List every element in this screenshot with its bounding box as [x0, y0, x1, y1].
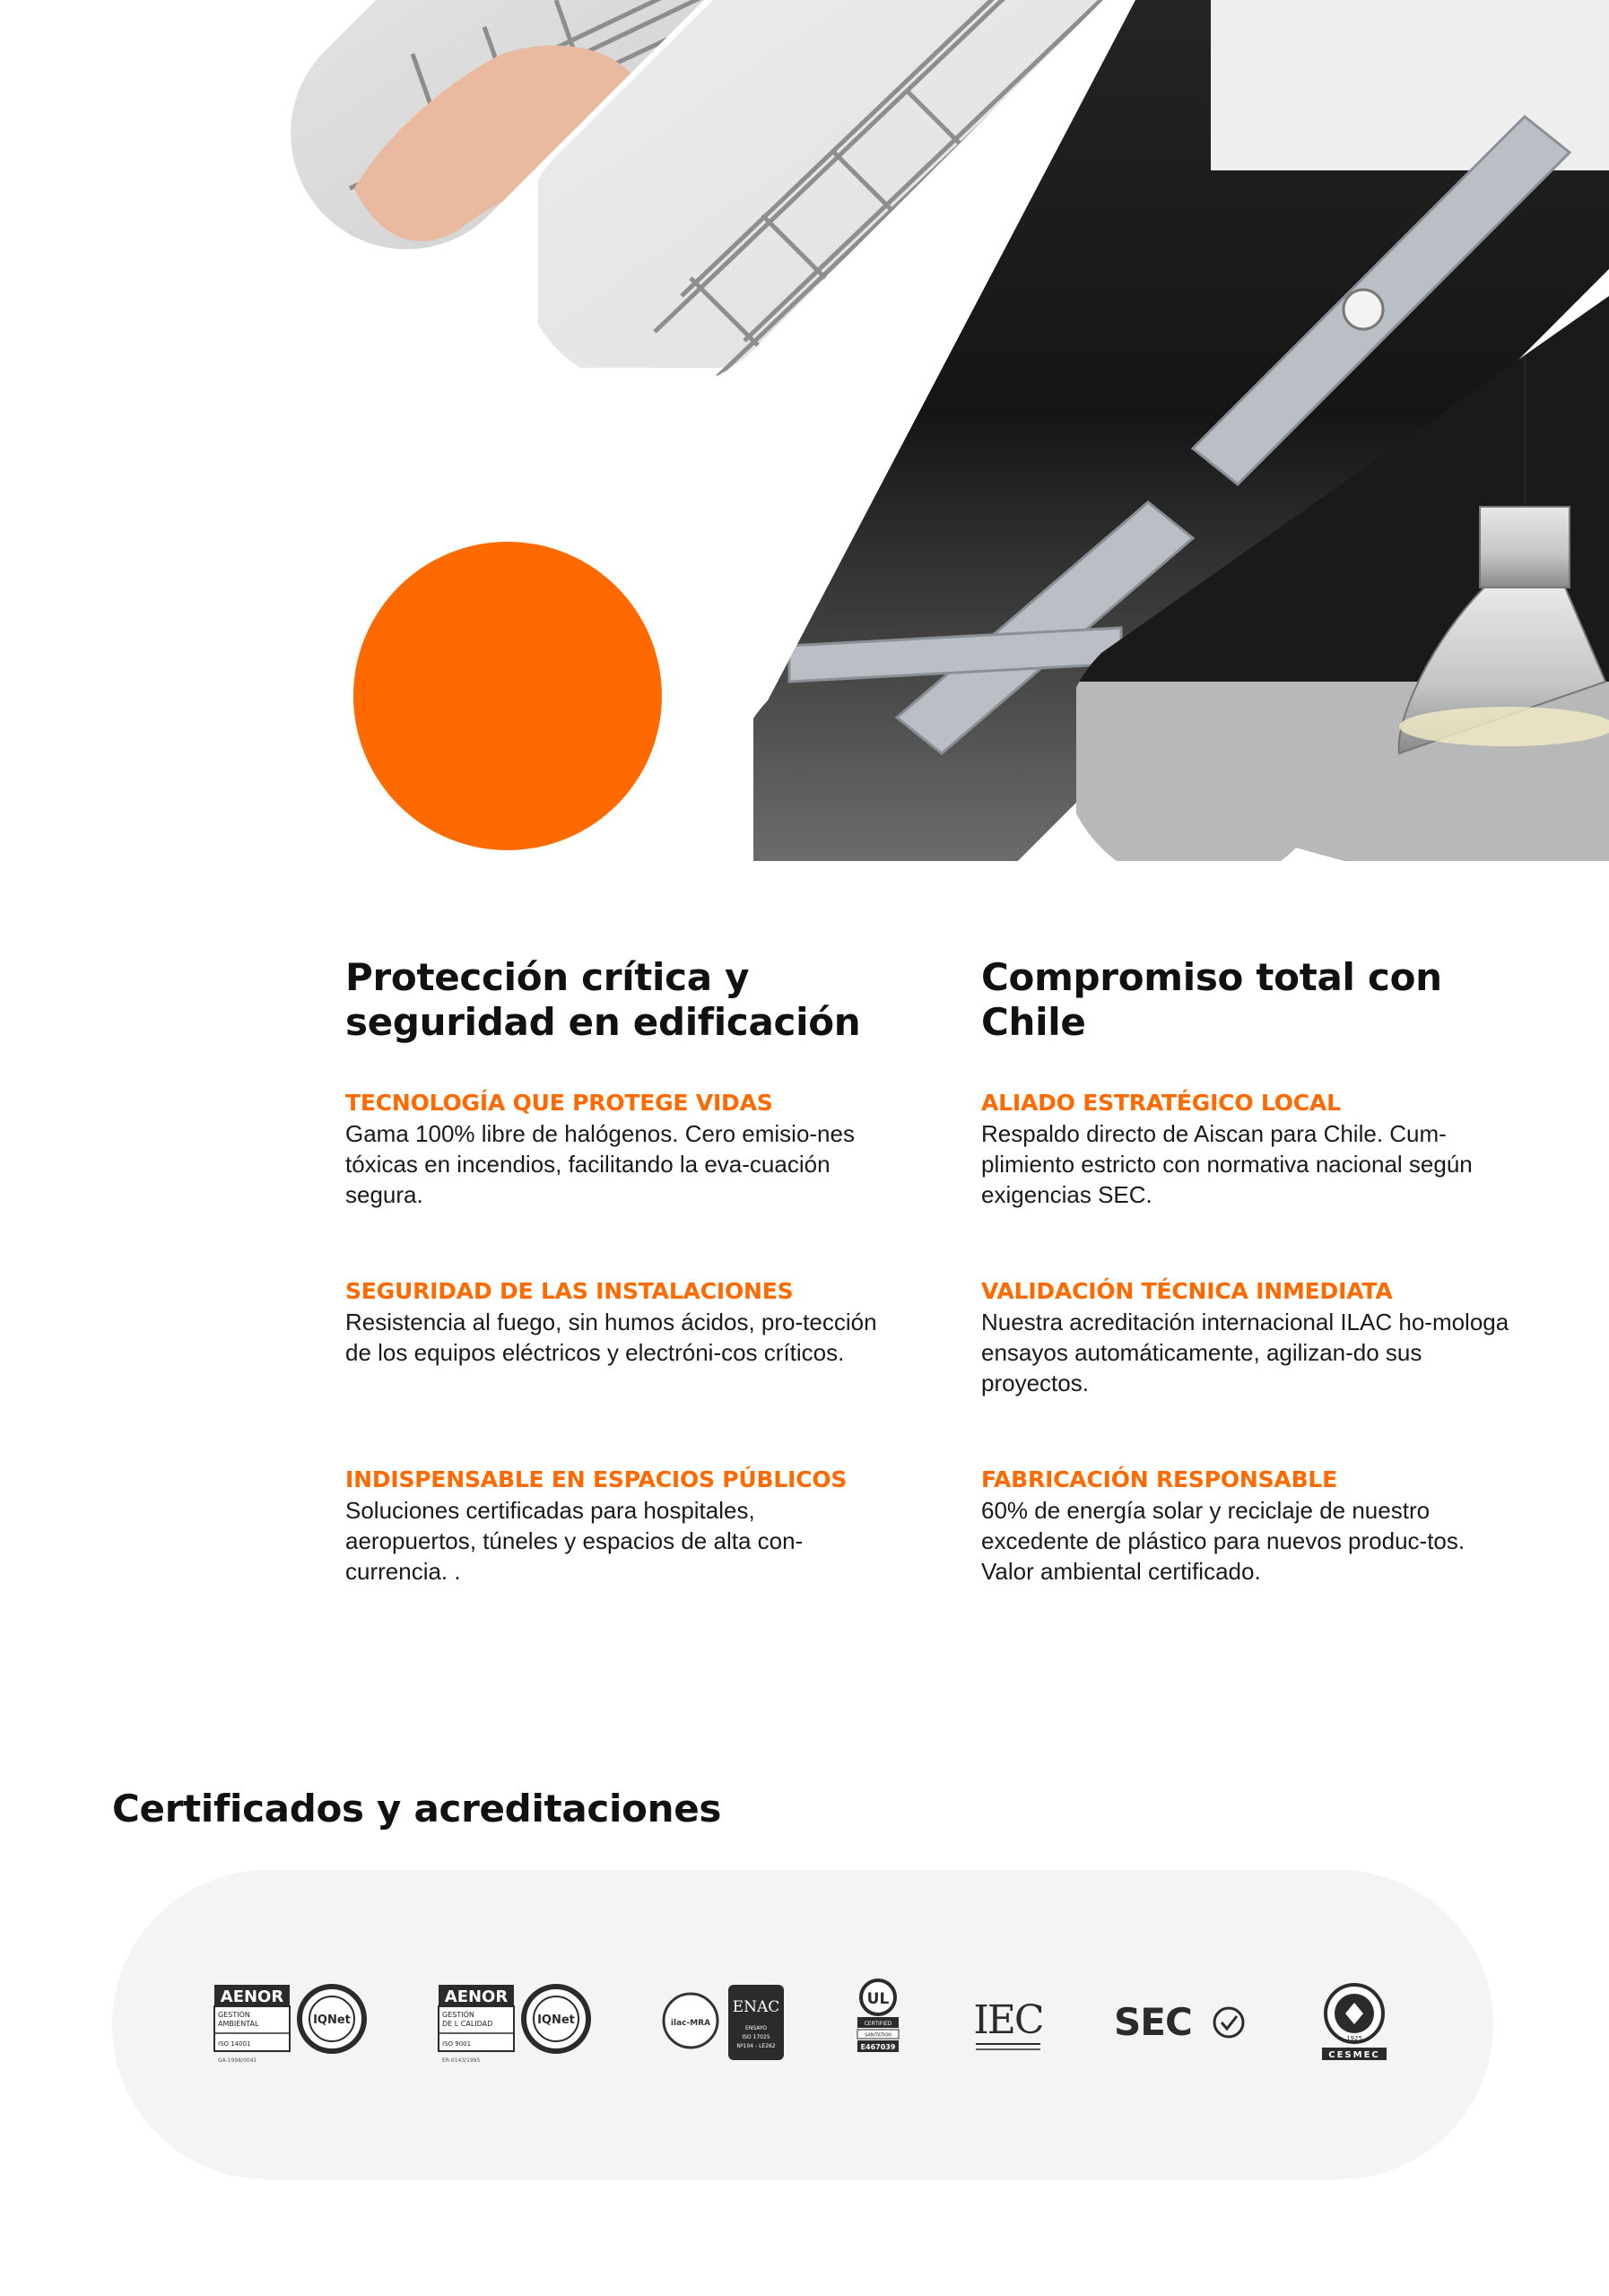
orange-accent-circle [353, 542, 662, 850]
feature-item [981, 1465, 1519, 1653]
ilac-mark: ilac-MRA [670, 2019, 711, 2028]
aenor-line2: DE L CALIDAD [442, 2020, 493, 2028]
ul-category: SANITATION [865, 2032, 891, 2039]
aenor-brand: AENOR [444, 1987, 509, 2006]
feature-item [981, 1088, 1519, 1276]
feature-text: Soluciones certificadas para hospitales, aeropuertos, túneles y espacios de alta con-currencia. . [345, 1497, 804, 1585]
ul-certified-logo [854, 1978, 902, 2067]
feature-item [345, 1465, 883, 1653]
aenor-code: GA-1998/0041 [218, 2057, 257, 2064]
sec-mark: SEC [1114, 2000, 1192, 2044]
sec-logo [1112, 1978, 1247, 2067]
cesmec-mark: CESMEC [1328, 2050, 1380, 2060]
aenor-line1: GESTIÓN [442, 2011, 474, 2019]
enac-line3: Nº104 - LE262 [736, 2043, 776, 2049]
check-circle-icon [1214, 2008, 1243, 2037]
feature-heading: FABRICACIÓN RESPONSABLE [981, 1466, 1338, 1492]
hero-collage [0, 0, 1609, 861]
aenor-line2: AMBIENTAL [218, 2020, 259, 2028]
aenor-environmental-logo [213, 1978, 368, 2067]
feature-text: Gama 100% libre de halógenos. Cero emisio-nes tóxicas en incendios, facilitando la eva-cuación segura. [345, 1120, 855, 1208]
aenor-brand: AENOR [220, 1987, 284, 2006]
ul-number: E467039 [860, 2043, 896, 2051]
enac-line1: ENSAYO [745, 2025, 767, 2031]
ilac-enac-logo [662, 1978, 787, 2067]
iqnet-mark: IQNet [313, 2013, 351, 2027]
feature-item [345, 1088, 883, 1276]
feature-item [981, 1276, 1519, 1465]
aenor-quality-logo [438, 1978, 592, 2067]
enac-line2: ISO 17025 [742, 2034, 770, 2040]
enac-mark: ENAC [732, 1998, 780, 2016]
right-column [981, 955, 1519, 1653]
feature-text: Respaldo directo de Aiscan para Chile. Cum-plimiento estricto con normativa nacional según exigencias SEC. [981, 1120, 1473, 1208]
feature-text: Resistencia al fuego, sin humos ácidos, pro-tección de los equipos eléctricos y electróni-cos críticos. [345, 1309, 877, 1366]
cesmec-logo [1318, 1978, 1390, 2067]
feature-heading: SEGURIDAD DE LAS INSTALACIONES [345, 1278, 794, 1304]
aenor-line1: GESTIÓN [218, 2011, 250, 2019]
feature-heading: TECNOLOGÍA QUE PROTEGE VIDAS [345, 1090, 773, 1116]
feature-heading: ALIADO ESTRATÉGICO LOCAL [981, 1090, 1341, 1116]
feature-heading: INDISPENSABLE EN ESPACIOS PÚBLICOS [345, 1466, 848, 1492]
feature-heading: VALIDACIÓN TÉCNICA INMEDIATA [981, 1278, 1393, 1304]
feature-item [345, 1276, 883, 1465]
right-column-title: Compromiso total con Chile [981, 955, 1442, 1044]
ul-certified: CERTIFIED [864, 2021, 892, 2027]
ul-mark: UL [866, 1990, 890, 2008]
cesmec-year: 1925 [1346, 2035, 1362, 2042]
feature-text: 60% de energía solar y reciclaje de nuestro excedente de plástico para nuevos produc-tos. Valor ambiental certificado. [981, 1497, 1465, 1585]
left-column [345, 955, 883, 1653]
iec-mark: IEC [973, 1997, 1043, 2043]
iec-logo [970, 1978, 1046, 2067]
left-column-title: Protección crítica y seguridad en edificación [345, 955, 861, 1044]
iqnet-mark: IQNet [537, 2013, 575, 2027]
aenor-code: ER-0143/1995 [442, 2057, 481, 2064]
certificates-title: Certificados y acreditaciones [112, 1787, 722, 1831]
feature-text: Nuestra acreditación internacional ILAC ho-mologa ensayos automáticamente, agilizan-do sus proyectos. [981, 1309, 1509, 1396]
aenor-line3: ISO 9001 [442, 2040, 472, 2048]
security-camera-shape [1344, 290, 1383, 329]
aenor-line3: ISO 14001 [218, 2040, 251, 2048]
